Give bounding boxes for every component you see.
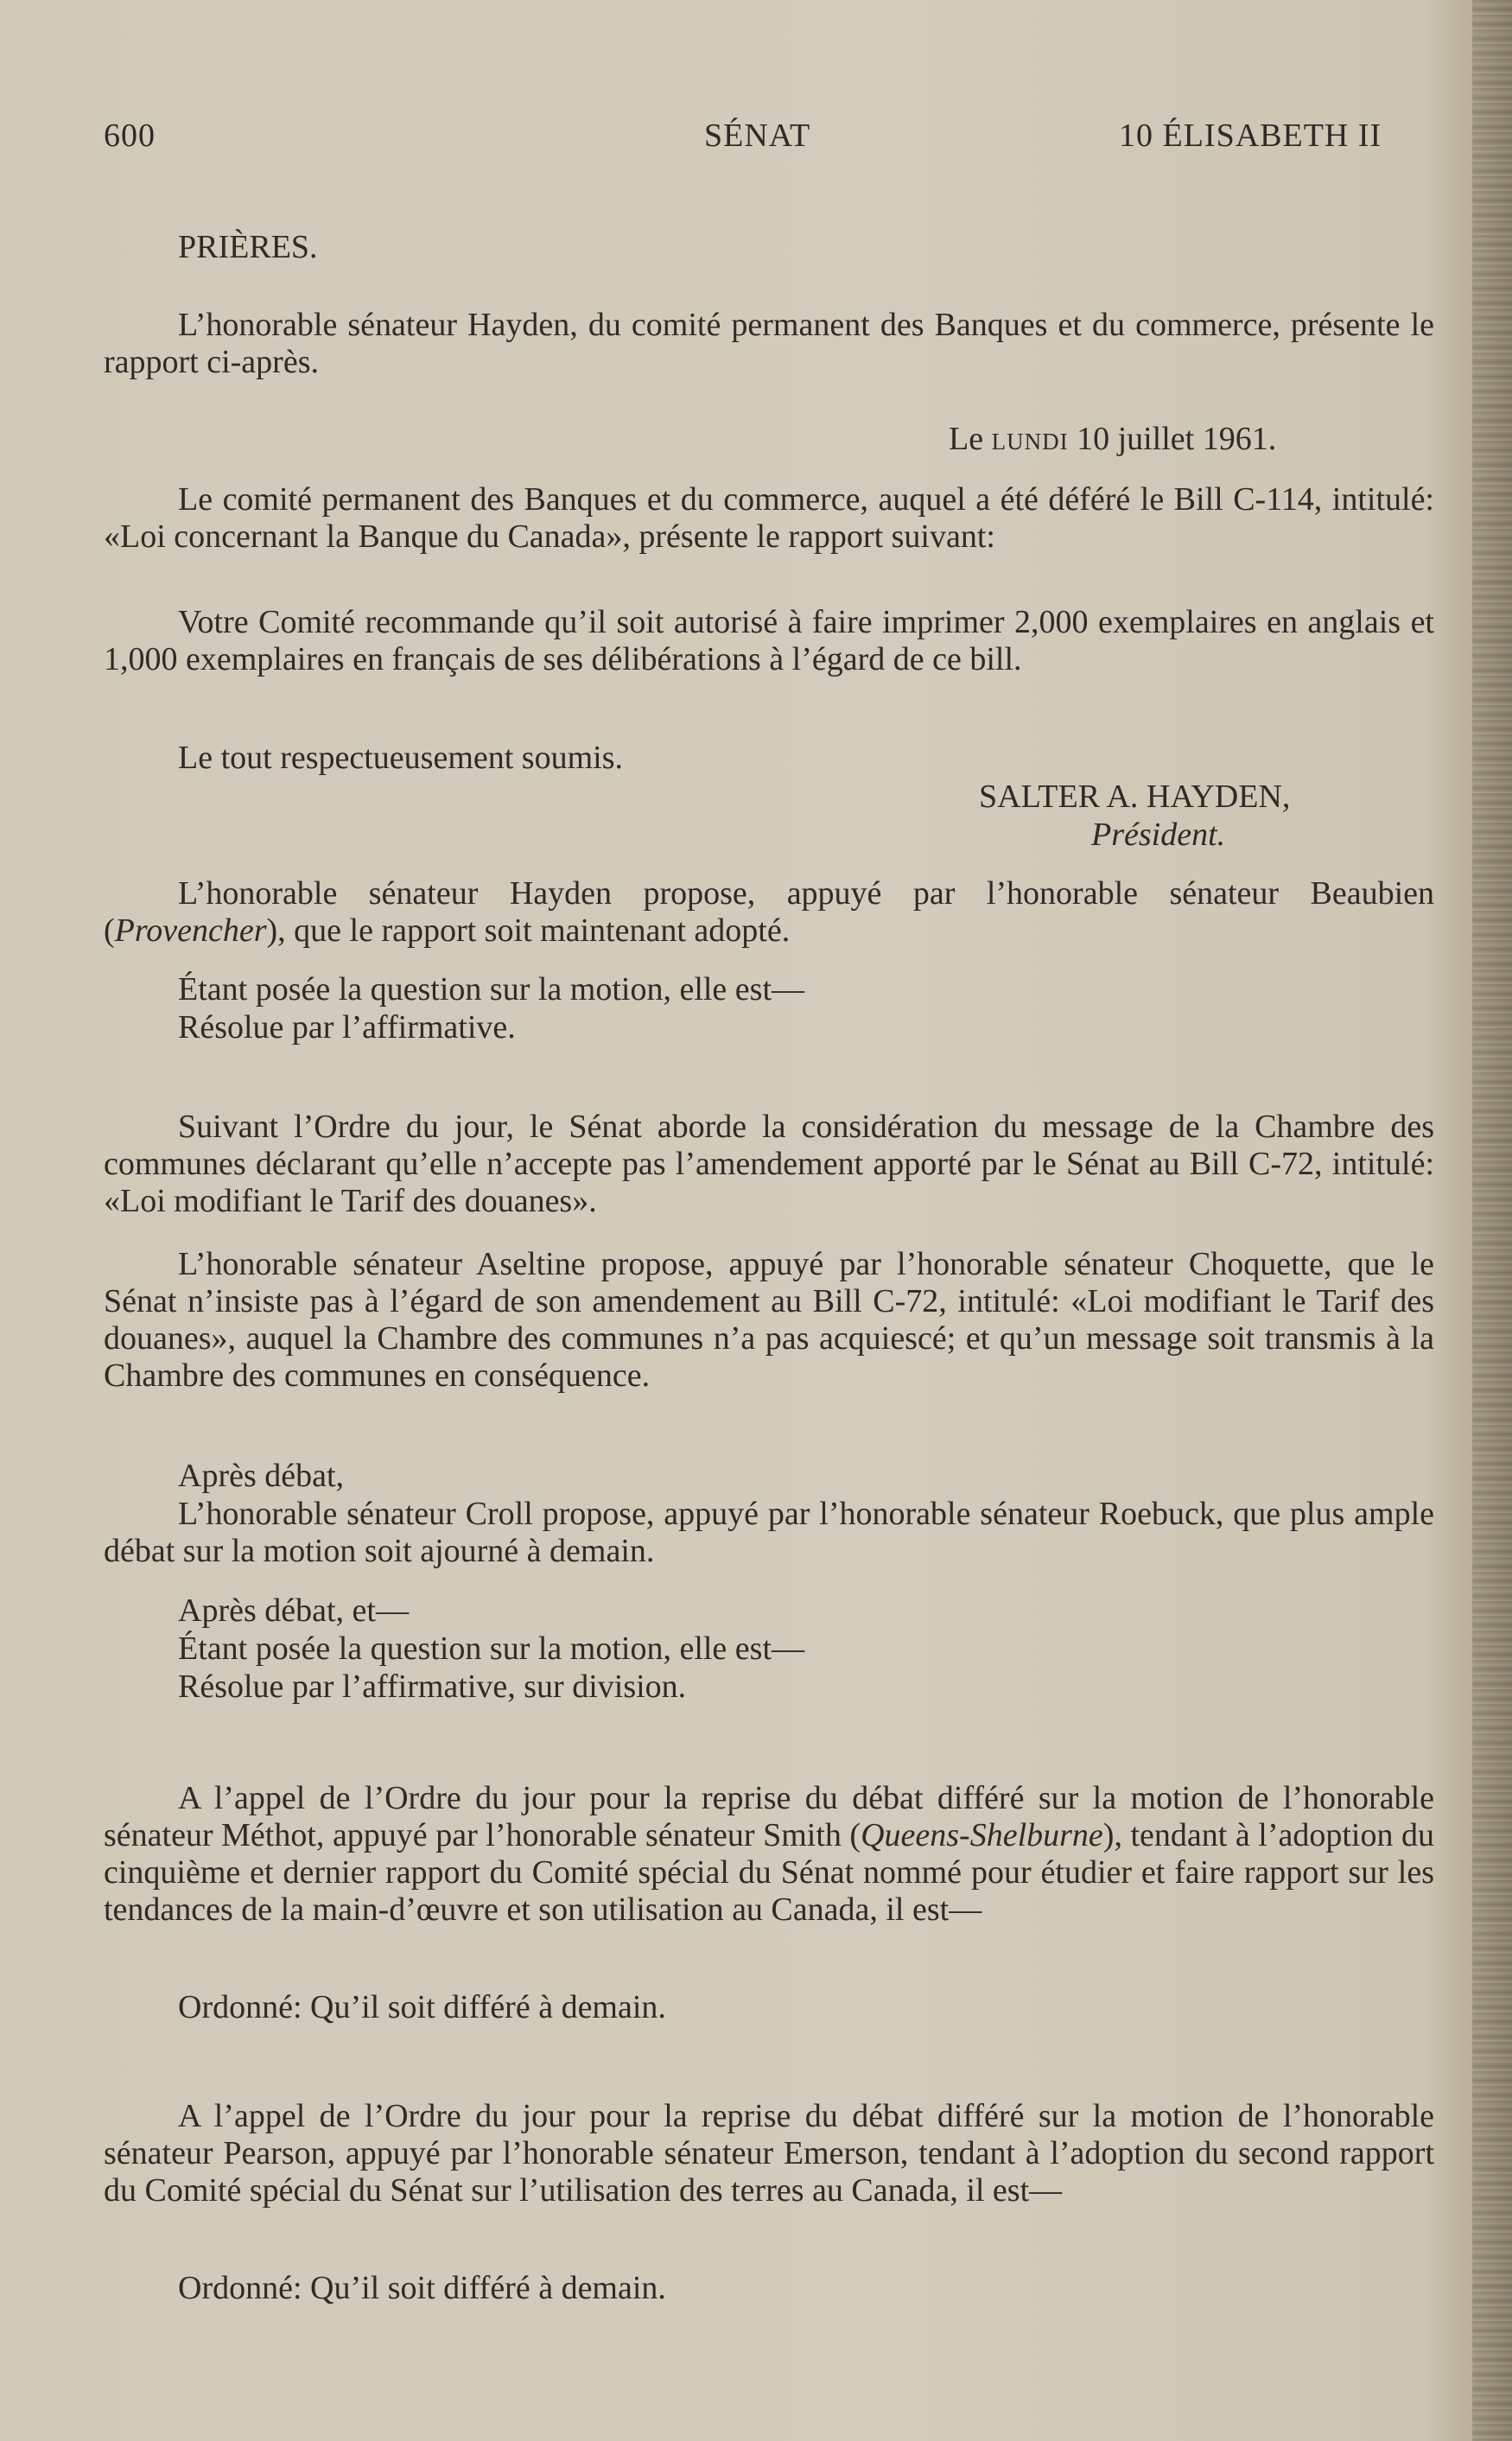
- ordered-2: Ordonné: Qu’il soit différé à demain.: [178, 2270, 666, 2306]
- page-number: 600: [104, 118, 156, 154]
- order-day-1: Suivant l’Ordre du jour, le Sénat aborde la considération du message de la Chambre des communes déclarant qu’elle n’accepte pas l’amendement apporté par le Sénat au Bill C-72, intitulé: «Loi modifiant le Tarif des douanes».: [104, 1109, 1434, 1219]
- resolved-2: Résolue par l’affirmative, sur division.: [178, 1669, 687, 1705]
- report-date-rest: 10 juillet 1961.: [1077, 421, 1277, 457]
- page-edge-shadow: [1472, 0, 1512, 2441]
- after-debate-1: Après débat,: [178, 1458, 345, 1494]
- methot-motion-text-2: ), tendant à l’adoption du cinquième et dernier rapport du Comité spécial du Sénat nommé pour étudier et faire rapport sur les tendances de la main-d’œuvre et son utilisation au Canada, il est—: [104, 1817, 1435, 1928]
- prayers-heading: PRIÈRES.: [178, 229, 318, 265]
- question-put-1: Étant posée la question sur la motion, elle est—: [178, 971, 805, 1008]
- methot-motion-riding: Queens-Shelburne: [861, 1817, 1103, 1853]
- report-closing: Le tout respectueusement soumis.: [178, 740, 623, 776]
- croll-motion: L’honorable sénateur Croll propose, appuyé par l’honorable sénateur Roebuck, que plus ample débat sur la motion soit ajourné à demain.: [104, 1496, 1434, 1569]
- signatory-name: SALTER A. HAYDEN,: [979, 779, 1291, 815]
- report-body-1: Le comité permanent des Banques et du commerce, auquel a été déféré le Bill C-114, intitulé: «Loi concernant la Banque du Canada», présente le rapport suivant:: [104, 481, 1434, 555]
- after-debate-2: Après débat, et—: [178, 1592, 409, 1629]
- motion-adopt: [104, 875, 1434, 950]
- running-title: SÉNAT: [704, 118, 811, 154]
- resolved-1: Résolue par l’affirmative.: [178, 1009, 516, 1046]
- pearson-motion: A l’appel de l’Ordre du jour pour la reprise du débat différé sur la motion de l’honorable sénateur Pearson, appuyé par l’honorable sénateur Emerson, tendant à l’adoption du second rapport du Comité spécial du Sénat sur l’utilisation des terres au Canada, il est—: [104, 2098, 1434, 2209]
- report-intro: L’honorable sénateur Hayden, du comité permanent des Banques et du commerce, présente le rapport ci-après.: [104, 307, 1434, 380]
- report-date-day: lundi: [991, 421, 1069, 457]
- report-date: [949, 421, 1433, 458]
- ordered-1: Ordonné: Qu’il soit différé à demain.: [178, 1989, 666, 2025]
- motion-adopt-text-2: ), que le rapport soit maintenant adopté.: [266, 912, 791, 949]
- aseltine-motion: L’honorable sénateur Aseltine propose, appuyé par l’honorable sénateur Choquette, que le Sénat n’insiste pas à l’égard de son amendement au Bill C-72, intitulé: «Loi modifiant le Tarif des douanes», auquel la Chambre des communes n’a pas acquiescé; et qu’un message soit transmis à la Chambre des communes en conséquence.: [104, 1246, 1434, 1394]
- motion-adopt-riding: Provencher: [114, 912, 267, 949]
- report-date-prefix: Le: [949, 421, 984, 457]
- methot-motion-text-1: A l’appel de l’Ordre du jour pour la reprise du débat différé sur la motion de l’honorable sénateur Méthot, appuyé par l’honorable sénateur Smith (: [104, 1780, 1434, 1853]
- signatory-role: Président.: [1091, 817, 1226, 853]
- methot-motion: [104, 1780, 1434, 1929]
- question-put-2: Étant posée la question sur la motion, elle est—: [178, 1631, 805, 1667]
- report-body-2: Votre Comité recommande qu’il soit autorisé à faire imprimer 2,000 exemplaires en anglais et 1,000 exemplaires en français de ses délibérations à l’égard de ce bill.: [104, 604, 1434, 677]
- motion-adopt-text-1: L’honorable sénateur Hayden propose, appuyé par l’honorable sénateur Beaubien (: [104, 875, 1434, 949]
- regnal-year: 10 ÉLISABETH II: [1119, 118, 1382, 154]
